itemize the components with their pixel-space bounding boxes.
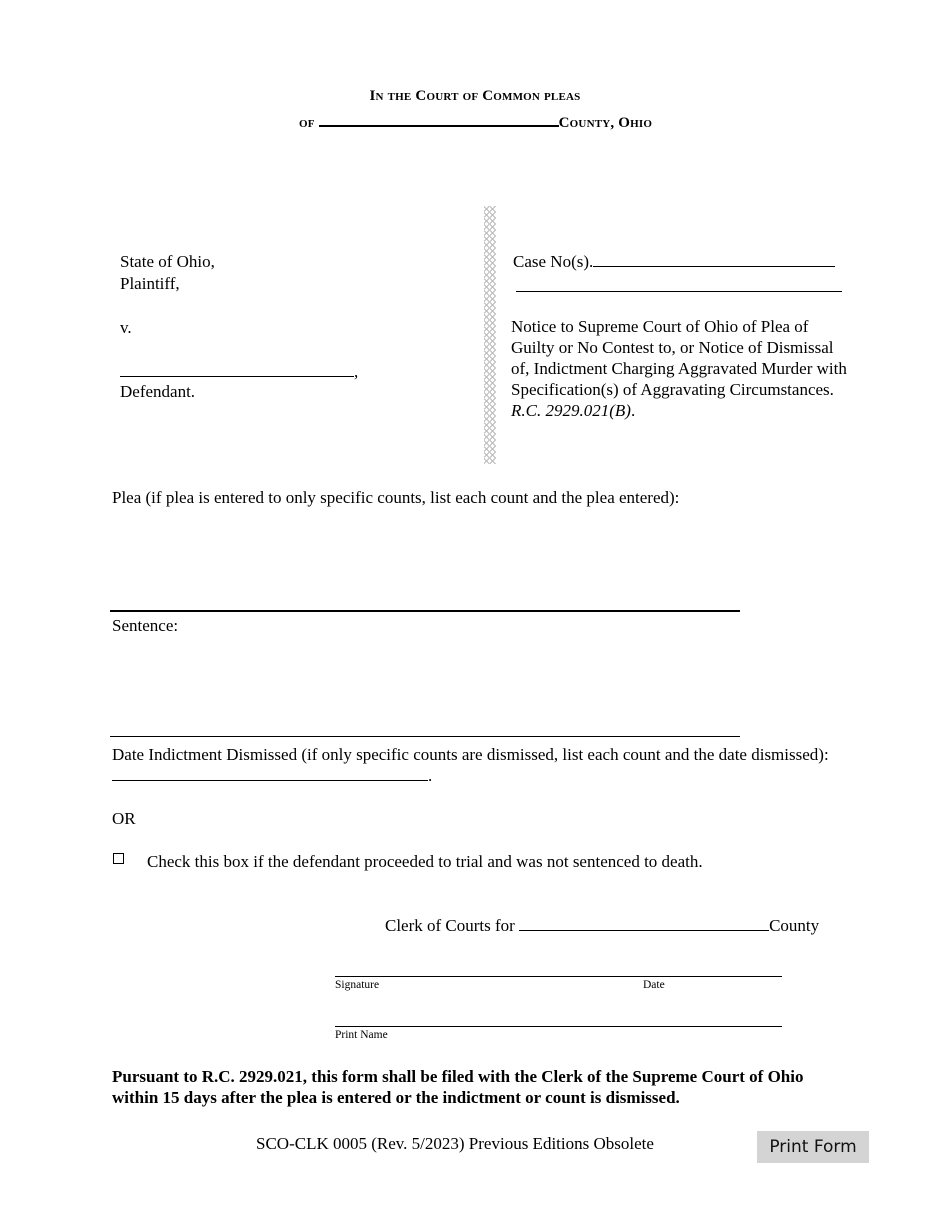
plea-entry-line[interactable]: [110, 610, 740, 612]
court-county-line: [299, 110, 652, 132]
plaintiff-label: Plaintiff,: [120, 274, 180, 293]
plaintiff-name: State of Ohio,: [120, 252, 215, 271]
dismissed-period: .: [428, 766, 433, 785]
notice-period: .: [630, 401, 636, 420]
case-number-blank-2[interactable]: [516, 291, 842, 292]
plea-label: Plea (if plea is entered to only specific counts, list each count and the plea entered):: [112, 488, 680, 507]
notice-title-text: Notice to Supreme Court of Ohio of Plea of Guilty or No Contest to, or Notice of Dismissal of, Indictment Charging Aggravated Murder with Specification(s) of Aggravating Circumstances.: [511, 317, 847, 399]
caption-divider: [484, 206, 496, 464]
sentence-label: Sentence:: [112, 616, 179, 635]
defendant-line: [120, 361, 358, 382]
or-label: OR: [112, 809, 136, 828]
dismissed-label: Date Indictment Dismissed (if only specific counts are dismissed, list each count and the date dismissed):: [112, 745, 829, 764]
clerk-line: [385, 915, 819, 936]
trial-checkbox[interactable]: [113, 853, 124, 864]
court-of-prefix: of: [299, 115, 315, 131]
versus-label: v.: [120, 318, 132, 337]
checkbox-label: Check this box if the defendant proceeded to trial and was not sentenced to death.: [147, 852, 703, 871]
dismissed-blank[interactable]: [112, 765, 428, 781]
print-name-line[interactable]: [335, 1026, 782, 1027]
clerk-suffix: County: [769, 916, 820, 935]
print-form-button[interactable]: Print Form: [757, 1131, 869, 1163]
defendant-comma: ,: [354, 362, 359, 381]
case-number-label: Case No(s).: [513, 252, 594, 271]
defendant-label: Defendant.: [120, 382, 196, 401]
court-title: [0, 88, 950, 105]
form-id: SCO-CLK 0005 (Rev. 5/2023) Previous Editions Obsolete: [256, 1134, 654, 1153]
filing-instruction: Pursuant to R.C. 2929.021, this form shall be filed with the Clerk of the Supreme Court of Ohio within 15 days after the plea is entered or the indictment or count is dismissed.: [112, 1067, 804, 1107]
court-line-1: In the Court of Common pleas: [369, 88, 581, 104]
sentence-entry-line[interactable]: [110, 736, 740, 737]
signature-line[interactable]: [335, 976, 782, 977]
clerk-county-blank[interactable]: [519, 915, 769, 931]
notice-citation: R.C. 2929.021(B): [511, 401, 631, 420]
case-number-line: [513, 251, 835, 272]
print-name-label: Print Name: [335, 1029, 388, 1041]
notice-title: [511, 316, 851, 421]
defendant-blank[interactable]: [120, 361, 354, 377]
clerk-prefix: Clerk of Courts for: [385, 916, 515, 935]
date-label: Date: [643, 979, 665, 991]
county-suffix: County, Ohio: [558, 115, 653, 131]
dismissed-block: [112, 744, 832, 786]
county-blank[interactable]: [319, 110, 559, 127]
case-number-blank[interactable]: [593, 251, 835, 267]
signature-label: Signature: [335, 979, 380, 991]
